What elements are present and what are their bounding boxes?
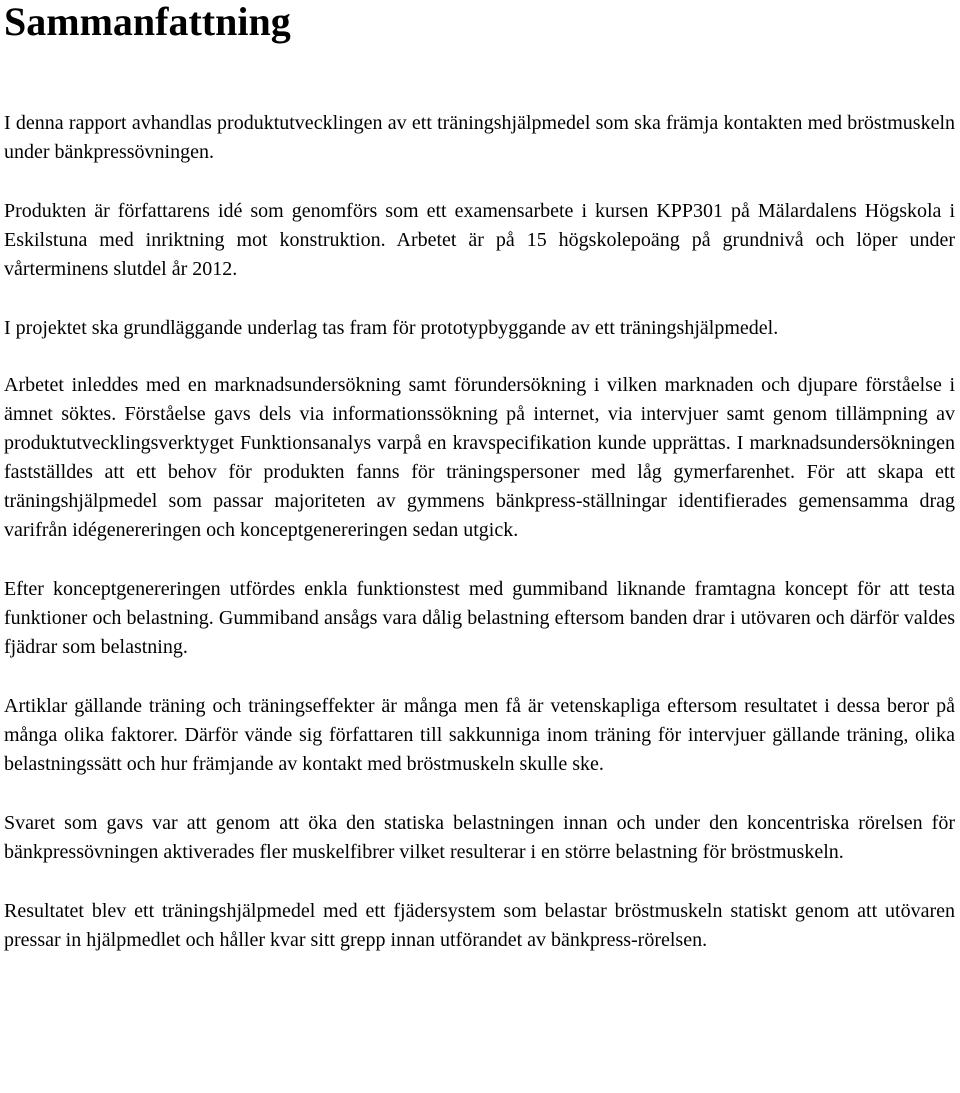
paragraph-project-goal: I projektet ska grundläggande underlag tas fram för prototypbyggande av ett träningshjälpmedel. (4, 317, 779, 339)
paragraph-method: Arbetet inleddes med en marknadsundersökning samt förundersökning i vilken marknaden och djupare förståelse i ämnet söktes. Förståelse gavs dels via informationssökning på internet, via intervjuer samt genom tillämpning av produktutvecklingsverktyget Funktionsanalys varpå en kravspecifikation kunde upprättas. I marknadsundersökningen fastställdes att ett behov för produkten fanns för träningspersoner med låg gymerfarenhet. För att skapa ett träningshjälpmedel som passar majoriteten av gymmens bänkpress-ställningar identifierades gemensamma drag varifrån idégenereringen och konceptgenereringen sedan utgick. (4, 374, 955, 541)
paragraph-intro: I denna rapport avhandlas produktutvecklingen av ett träningshjälpmedel som ska främja kontakten med bröstmuskeln under bänkpressövningen. (4, 112, 955, 163)
paragraph-answer: Svaret som gavs var att genom att öka den statiska belastningen innan och under den koncentriska rörelsen för bänkpressövningen aktiverades fler muskelfibrer vilket resulterar i en större belastning för bröstmuskeln. (4, 812, 955, 863)
paragraph-articles: Artiklar gällande träning och träningseffekter är många men få är vetenskapliga eftersom resultatet i dessa beror på många olika faktorer. Därför vände sig författaren till sakkunniga inom träning för intervjuer gällande träning, olika belastningssätt och hur främjande av kontakt med bröstmuskeln skulle ske. (4, 695, 955, 775)
paragraph-context: Produkten är författarens idé som genomförs som ett examensarbete i kursen KPP301 på Mälardalens Högskola i Eskilstuna med inriktning mot konstruktion. Arbetet är på 15 högskolepoäng på grundnivå och löper under vårterminens slutdel år 2012. (4, 200, 955, 280)
page-title: Sammanfattning (4, 0, 291, 44)
summary-body (4, 109, 955, 955)
paragraph-function-tests: Efter konceptgenereringen utfördes enkla funktionstest med gummiband liknande framtagna koncept för att testa funktioner och belastning. Gummiband ansågs vara dålig belastning eftersom banden drar i utövaren och därför valdes fjädrar som belastning. (4, 578, 955, 658)
paragraph-result: Resultatet blev ett träningshjälpmedel med ett fjädersystem som belastar bröstmuskeln statiskt genom att utövaren pressar in hjälpmedlet och håller kvar sitt grepp innan utförandet av bänkpress-rörelsen. (4, 900, 955, 951)
